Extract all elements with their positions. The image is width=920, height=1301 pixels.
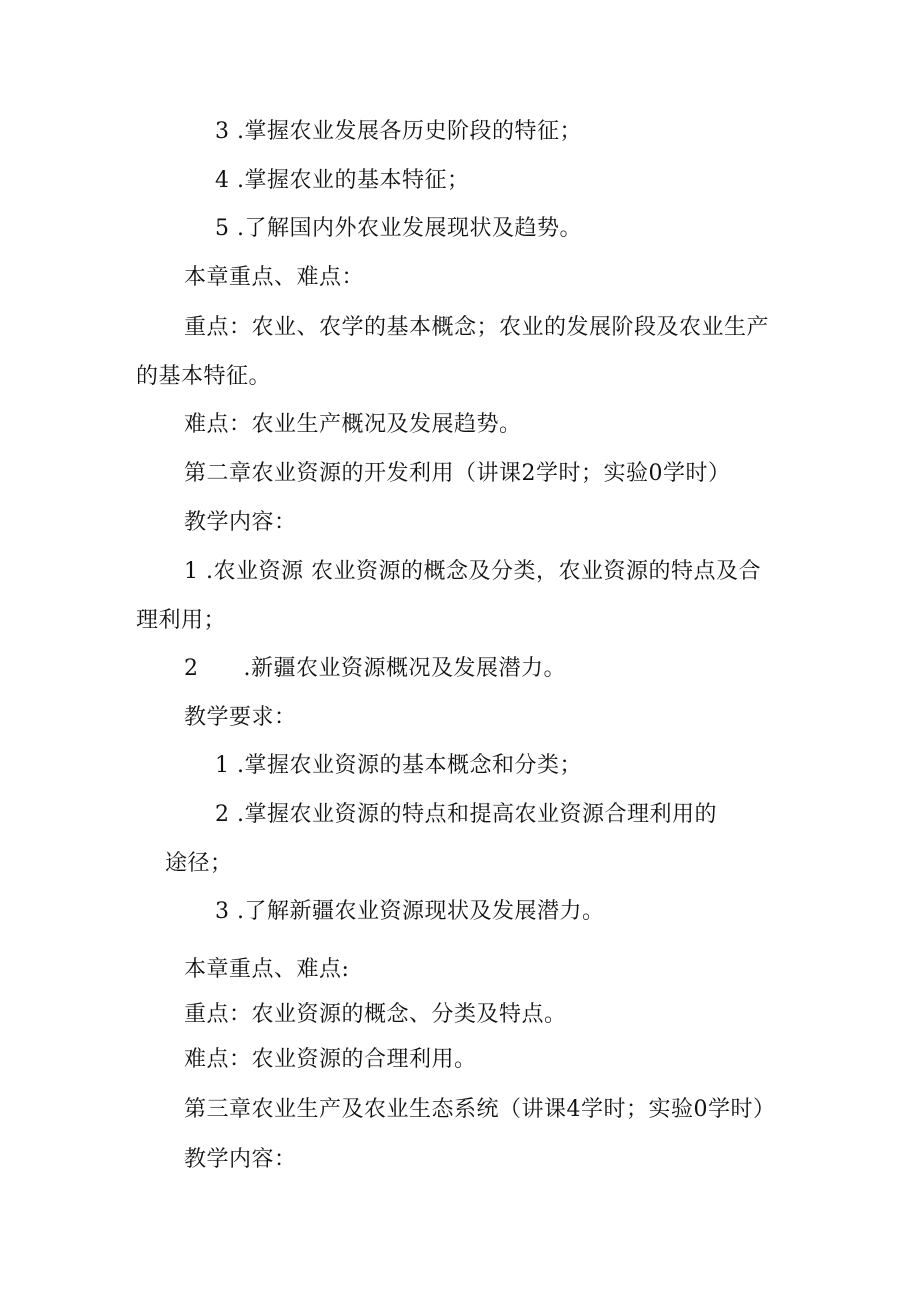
chapter-3-teaching-content-heading: 教学内容：: [184, 1147, 297, 1172]
teaching-content-heading: 教学内容：: [184, 510, 297, 535]
teaching-content-1: 1 .农业资源 农业资源的概念及分类，农业资源的特点及合: [184, 559, 761, 584]
chapter-key-points-heading: 本章重点、难点：: [184, 265, 365, 290]
difficulties-text: 难点：农业生产概况及发展趋势。: [184, 412, 522, 437]
teaching-content-2: 2 .新疆农业资源概况及发展潜力。: [184, 656, 566, 681]
chapter-2-key-points-heading: 本章重点、难点:: [184, 957, 350, 982]
teaching-requirement-2: 2 .掌握农业资源的特点和提高农业资源合理利用的: [215, 802, 717, 827]
teaching-requirement-3: 3 .掌握农业发展各历史阶段的特征；: [215, 119, 582, 144]
teaching-requirements-heading: 教学要求：: [184, 705, 297, 730]
chapter-2-key-points-text: 重点：农业资源的概念、分类及特点。: [184, 1002, 567, 1027]
teaching-content-1-cont: 理利用；: [136, 608, 227, 633]
teaching-requirement-4: 4 .掌握农业的基本特征；: [215, 168, 470, 193]
chapter-2-title: 第二章农业资源的开发利用（讲课2学时；实验0学时）: [184, 461, 731, 486]
chapter-2-difficulties-text: 难点：农业资源的合理利用。: [184, 1047, 477, 1072]
teaching-requirement-1: 1 .掌握农业资源的基本概念和分类；: [215, 753, 582, 778]
chapter-3-title: 第三章农业生产及农业生态系统（讲课4学时；实验0学时）: [184, 1097, 776, 1122]
teaching-requirement-3-ch2: 3 .了解新疆农业资源现状及发展潜力。: [215, 899, 605, 924]
key-points-text: 重点：农业、农学的基本概念；农业的发展阶段及农业生产: [184, 315, 770, 340]
teaching-requirement-2-cont: 途径；: [165, 851, 233, 876]
key-points-text-cont: 的基本特征。: [136, 364, 272, 389]
teaching-requirement-5: 5 .了解国内外农业发展现状及趋势。: [215, 216, 582, 241]
